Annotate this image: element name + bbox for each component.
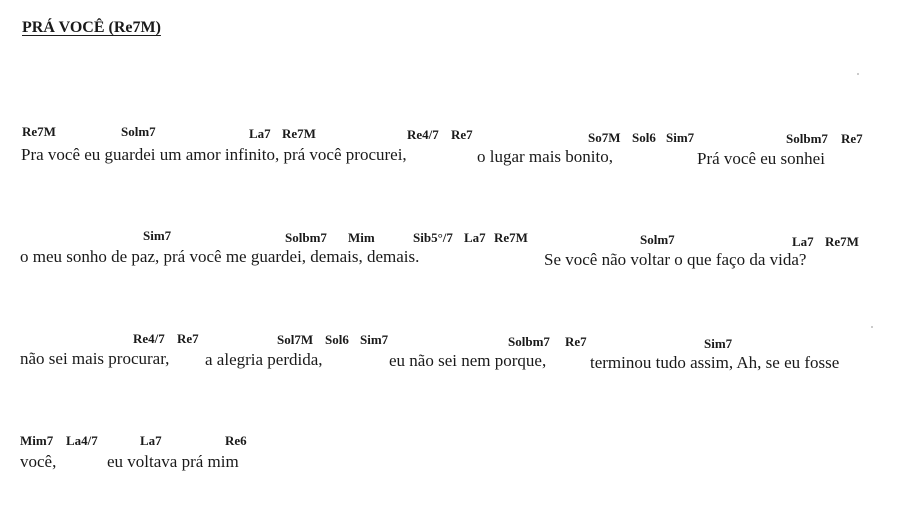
chord: Sib5°/7 <box>413 230 453 245</box>
lyric-text: você, <box>20 452 57 471</box>
chord: Re4/7 <box>133 331 165 346</box>
chord: Re7M <box>22 124 56 139</box>
scan-speck <box>857 73 859 75</box>
lyric-text: eu não sei nem porque, <box>389 351 547 370</box>
chord: Sol6 <box>325 332 349 347</box>
chord: La7 <box>464 230 486 245</box>
scan-speck <box>871 326 873 328</box>
lyric-text: eu voltava prá mim <box>107 452 239 471</box>
chord: Mim7 <box>20 433 54 448</box>
lyric-text: Prá você eu sonhei <box>697 149 825 168</box>
chord: Re6 <box>225 433 247 448</box>
chord: Solm7 <box>121 124 156 139</box>
lyric-text: Se você não voltar o que faço da vida? <box>544 250 807 269</box>
chord: Re4/7 <box>407 127 439 142</box>
song-title: PRÁ VOCÊ (Re7M) <box>22 19 161 36</box>
lyric-text: a alegria perdida, <box>205 350 323 369</box>
lyric-text: não sei mais procurar, <box>20 349 170 368</box>
chord: Sol6 <box>632 130 656 145</box>
chord: Sim7 <box>666 130 695 145</box>
chord: Re7 <box>841 131 863 146</box>
chord: Re7 <box>565 334 587 349</box>
chord: Solbm7 <box>285 230 327 245</box>
chord: Mim <box>348 230 375 245</box>
chord: La4/7 <box>66 433 98 448</box>
chord: Sim7 <box>360 332 389 347</box>
chord: So7M <box>588 130 621 145</box>
chord: La7 <box>792 234 814 249</box>
chord: Re7M <box>494 230 528 245</box>
chord: Sim7 <box>704 336 733 351</box>
chord: Re7M <box>282 126 316 141</box>
lyric-text: Pra você eu guardei um amor infinito, prá você procurei, <box>21 145 407 164</box>
lyric-text: terminou tudo assim, Ah, se eu fosse <box>590 353 840 372</box>
chord: La7 <box>249 126 271 141</box>
chord: Sol7M <box>277 332 314 347</box>
chord: Sim7 <box>143 228 172 243</box>
chord: Solm7 <box>640 232 675 247</box>
chord: Re7 <box>177 331 199 346</box>
chord: Solbm7 <box>508 334 550 349</box>
chord: Re7M <box>825 234 859 249</box>
chord: Re7 <box>451 127 473 142</box>
chord: La7 <box>140 433 162 448</box>
lyric-text: o lugar mais bonito, <box>477 147 613 166</box>
chord: Solbm7 <box>786 131 828 146</box>
lyric-text: o meu sonho de paz, prá você me guardei, demais, demais. <box>20 247 420 266</box>
